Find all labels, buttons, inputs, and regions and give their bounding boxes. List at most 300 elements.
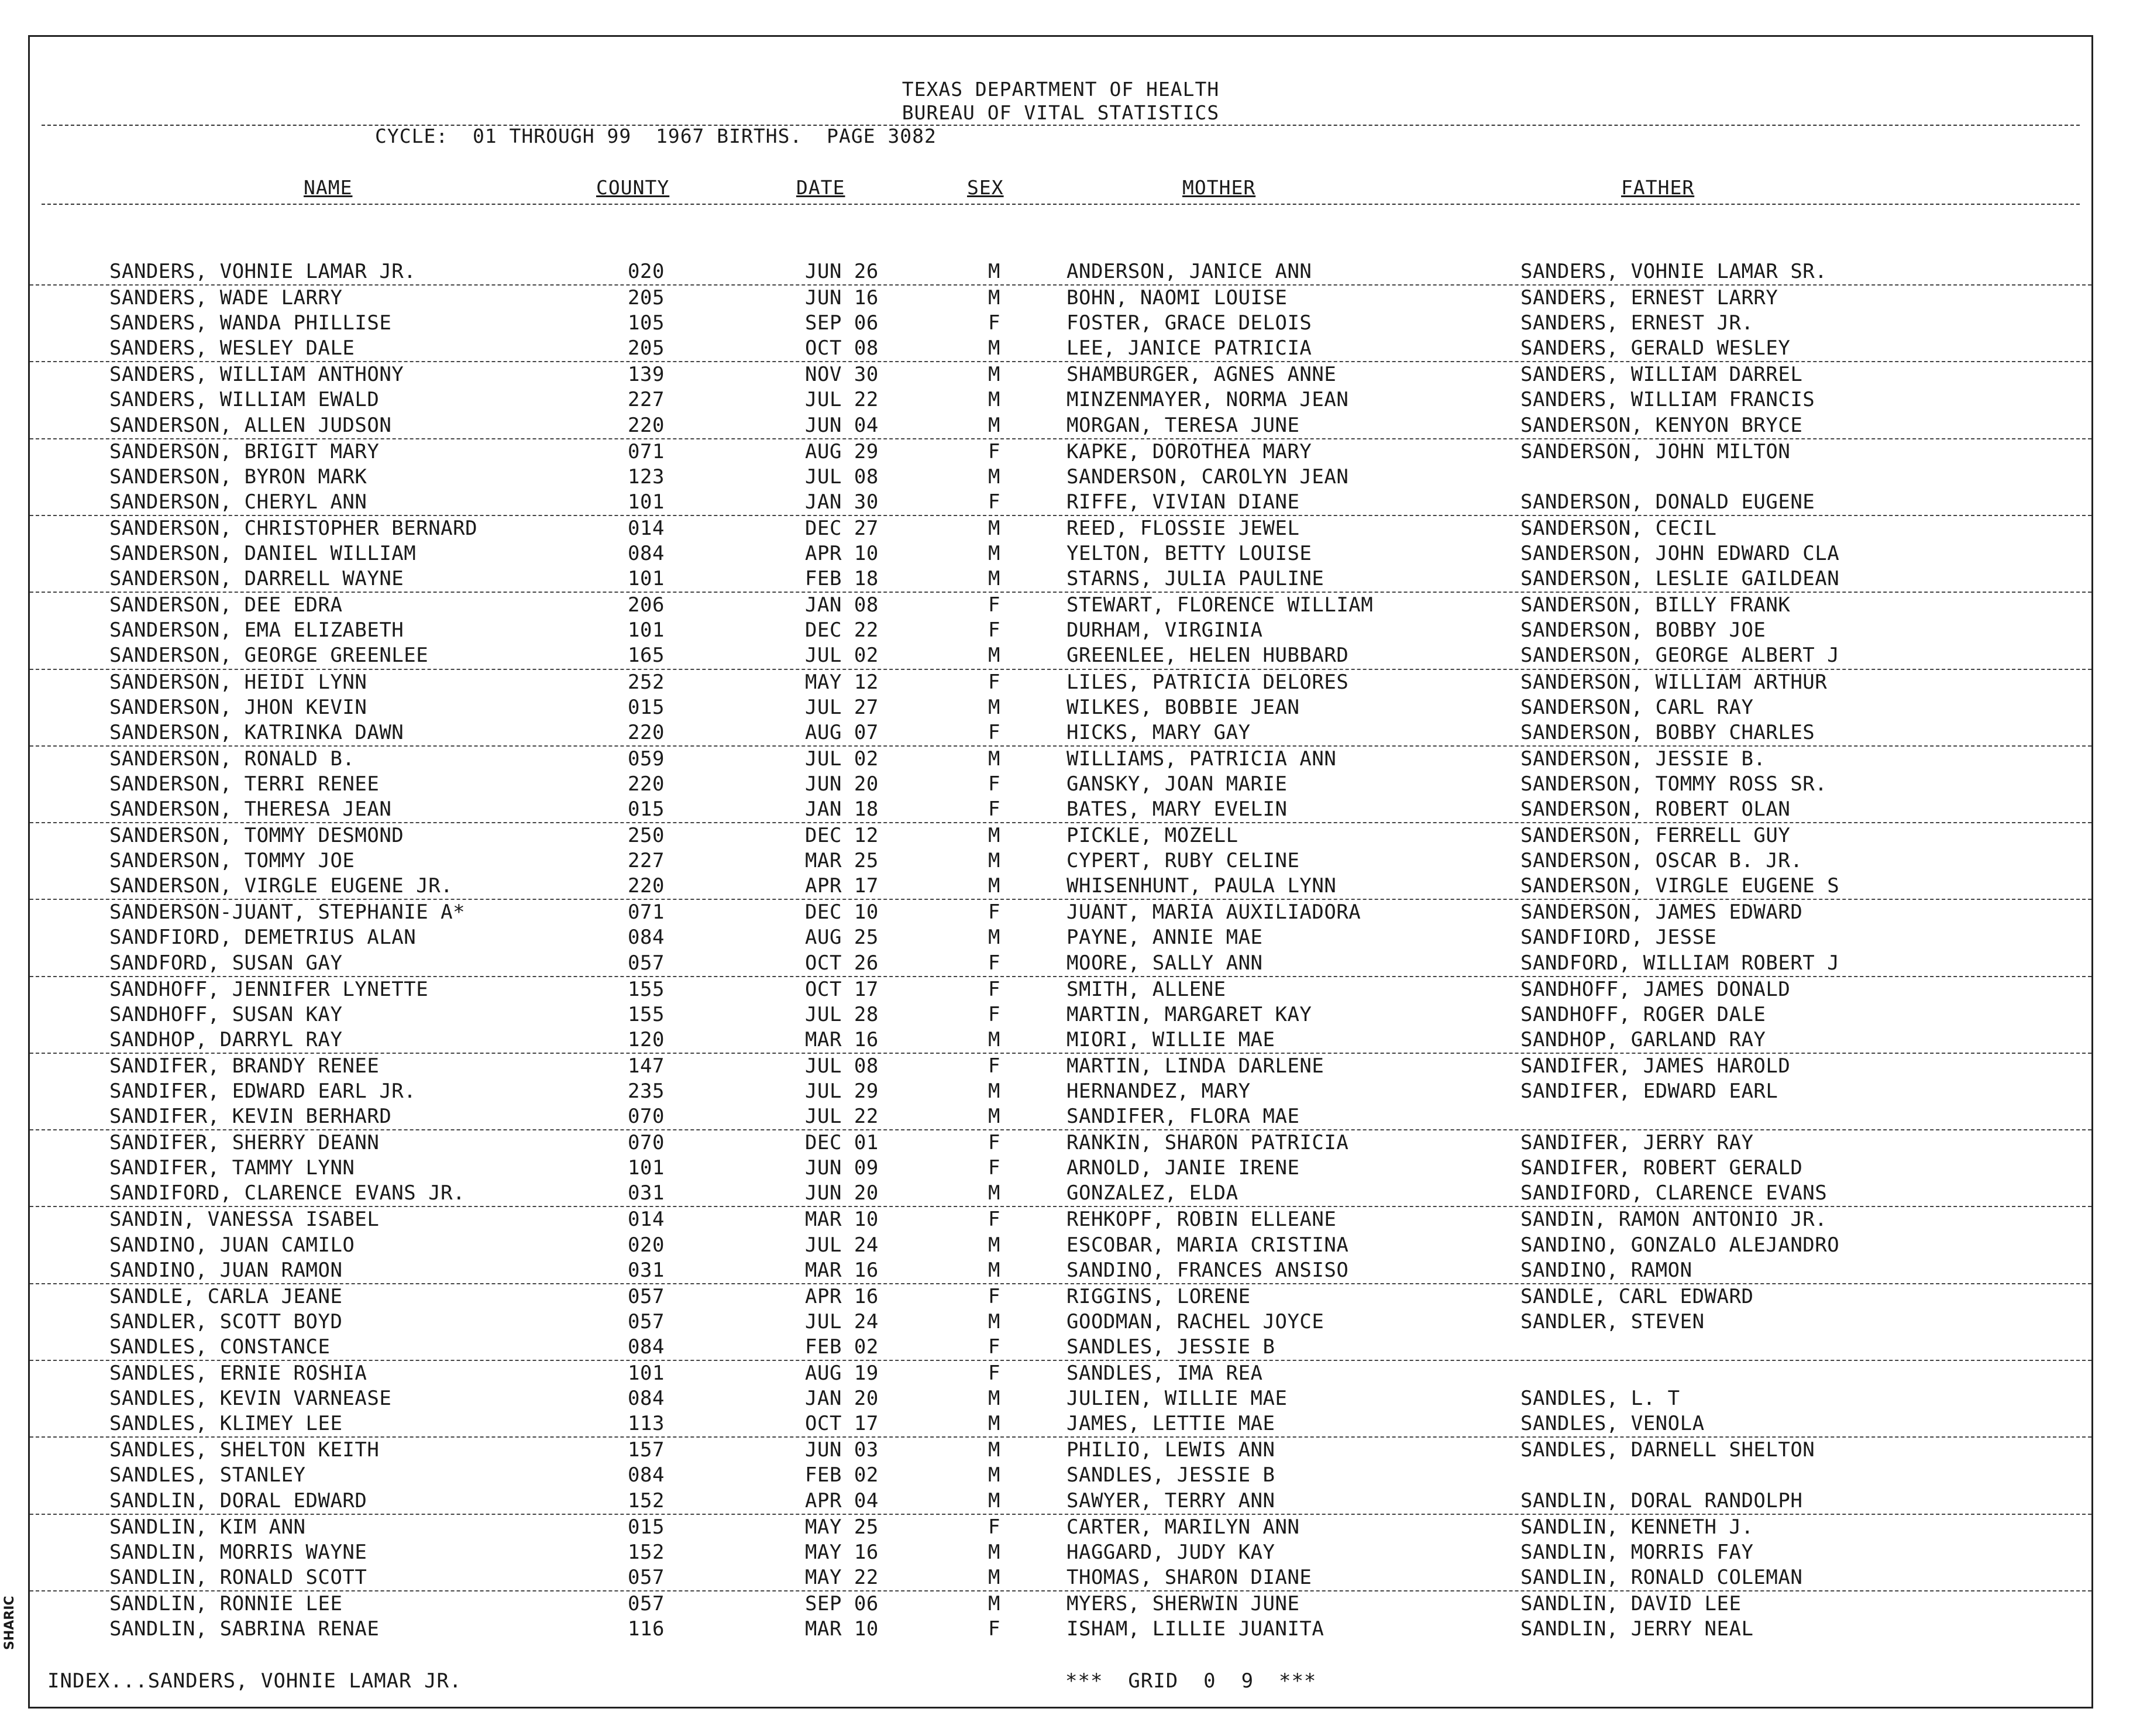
record-father: SANDLES, VENOLA xyxy=(1520,1412,1705,1436)
record-father: SANDERSON, KENYON BRYCE xyxy=(1520,413,1803,437)
record-row xyxy=(30,465,2091,490)
record-father: SANDERSON, JAMES EDWARD xyxy=(1520,900,1803,924)
record-mother: SANDLES, IMA REA xyxy=(1066,1362,1263,1386)
record-mother: MYERS, SHERWIN JUNE xyxy=(1066,1591,1300,1615)
record-date: JAN 08 xyxy=(805,593,879,617)
record-row xyxy=(30,259,2091,286)
record-mother: STEWART, FLORENCE WILLIAM xyxy=(1066,593,1374,617)
record-row xyxy=(30,413,2091,439)
record-sex: F xyxy=(988,772,1000,796)
record-sex: M xyxy=(988,1412,1000,1436)
record-row xyxy=(30,1207,2091,1232)
record-mother: SANDINO, FRANCES ANSISO xyxy=(1066,1258,1349,1282)
record-name: SANDLIN, RONNIE LEE xyxy=(109,1591,343,1615)
record-name: SANDERSON, THERESA JEAN xyxy=(109,797,392,821)
record-row xyxy=(30,874,2091,900)
record-name: SANDLES, ERNIE ROSHIA xyxy=(109,1362,367,1386)
record-row xyxy=(30,439,2091,465)
record-date: JUL 24 xyxy=(805,1309,879,1333)
record-row xyxy=(30,1617,2091,1642)
record-mother: SHAMBURGER, AGNES ANNE xyxy=(1066,363,1337,387)
record-row xyxy=(30,566,2091,593)
record-father: SANDLIN, KENNETH J. xyxy=(1520,1515,1754,1539)
record-row xyxy=(30,1104,2091,1130)
record-name: SANDINO, JUAN RAMON xyxy=(109,1258,343,1282)
record-county: 220 xyxy=(628,413,665,437)
record-father: SANDERS, WILLIAM FRANCIS xyxy=(1520,388,1815,412)
record-sex: M xyxy=(988,1309,1000,1333)
record-county: 250 xyxy=(628,824,665,848)
record-father: SANDFORD, WILLIAM ROBERT J xyxy=(1520,951,1840,975)
record-mother: WILLIAMS, PATRICIA ANN xyxy=(1066,747,1337,771)
record-sex: M xyxy=(988,1105,1000,1129)
record-county: 070 xyxy=(628,1131,665,1155)
record-mother: SANDIFER, FLORA MAE xyxy=(1066,1105,1300,1129)
record-row xyxy=(30,951,2091,977)
record-date: JUL 02 xyxy=(805,644,879,668)
record-county: 015 xyxy=(628,695,665,719)
record-date: JUN 26 xyxy=(805,260,879,283)
record-father: SANDERSON, OSCAR B. JR. xyxy=(1520,849,1803,873)
record-sex: F xyxy=(988,490,1000,514)
record-row xyxy=(30,695,2091,720)
record-county: 057 xyxy=(628,1309,665,1333)
record-mother: PHILIO, LEWIS ANN xyxy=(1066,1438,1275,1462)
record-county: 020 xyxy=(628,260,665,283)
record-date: JUL 22 xyxy=(805,388,879,412)
record-county: 059 xyxy=(628,747,665,771)
record-sex: F xyxy=(988,1515,1000,1539)
record-name: SANDERS, WANDA PHILLISE xyxy=(109,311,392,335)
record-father: SANDHOFF, ROGER DALE xyxy=(1520,1002,1766,1026)
record-date: MAY 12 xyxy=(805,670,879,694)
record-county: 116 xyxy=(628,1617,665,1641)
record-date: MAY 16 xyxy=(805,1540,879,1564)
grid-footer: *** GRID 0 9 *** xyxy=(1065,1669,1317,1693)
record-date: JUL 28 xyxy=(805,1002,879,1026)
record-county: 057 xyxy=(628,951,665,975)
record-mother: MORGAN, TERESA JUNE xyxy=(1066,413,1300,437)
record-father: SANDERSON, WILLIAM ARTHUR xyxy=(1520,670,1828,694)
record-row xyxy=(30,490,2091,516)
bureau-title: BUREAU OF VITAL STATISTICS xyxy=(902,101,1220,124)
record-mother: BATES, MARY EVELIN xyxy=(1066,797,1288,821)
record-sex: F xyxy=(988,1362,1000,1386)
record-name: SANDIFER, SHERRY DEANN xyxy=(109,1131,380,1155)
side-label: SHARIC xyxy=(2,1596,17,1650)
record-date: FEB 18 xyxy=(805,567,879,591)
record-father: SANDERSON, CARL RAY xyxy=(1520,695,1754,719)
record-date: MAR 10 xyxy=(805,1617,879,1641)
record-row xyxy=(30,1233,2091,1258)
record-mother: LEE, JANICE PATRICIA xyxy=(1066,336,1312,360)
record-father: SANDERSON, VIRGLE EUGENE S xyxy=(1520,874,1840,898)
record-county: 220 xyxy=(628,772,665,796)
record-county: 101 xyxy=(628,490,665,514)
record-county: 101 xyxy=(628,567,665,591)
record-sex: M xyxy=(988,1080,1000,1103)
record-county: 101 xyxy=(628,1156,665,1180)
record-row xyxy=(30,1386,2091,1411)
record-date: AUG 29 xyxy=(805,439,879,463)
record-date: OCT 17 xyxy=(805,1412,879,1436)
record-father: SANDLIN, MORRIS FAY xyxy=(1520,1540,1754,1564)
record-row xyxy=(30,1027,2091,1054)
record-date: AUG 25 xyxy=(805,926,879,950)
record-row xyxy=(30,1463,2091,1488)
record-row xyxy=(30,1309,2091,1335)
record-county: 057 xyxy=(628,1284,665,1308)
record-father: SANDLIN, DAVID LEE xyxy=(1520,1591,1742,1615)
record-mother: SANDERSON, CAROLYN JEAN xyxy=(1066,465,1349,489)
record-row xyxy=(30,1361,2091,1386)
record-row xyxy=(30,1565,2091,1591)
record-sex: F xyxy=(988,1156,1000,1180)
record-sex: F xyxy=(988,1335,1000,1359)
record-mother: GANSKY, JOAN MARIE xyxy=(1066,772,1288,796)
record-date: JAN 20 xyxy=(805,1387,879,1411)
record-sex: M xyxy=(988,388,1000,412)
record-mother: BOHN, NAOMI LOUISE xyxy=(1066,286,1288,310)
record-name: SANDERSON, CHERYL ANN xyxy=(109,490,367,514)
record-county: 057 xyxy=(628,1565,665,1589)
record-row xyxy=(30,336,2091,362)
record-sex: M xyxy=(988,1591,1000,1615)
record-date: DEC 22 xyxy=(805,618,879,642)
record-date: MAR 16 xyxy=(805,1027,879,1051)
record-date: JUL 08 xyxy=(805,1054,879,1078)
record-father: SANDLES, DARNELL SHELTON xyxy=(1520,1438,1815,1462)
record-date: MAR 16 xyxy=(805,1258,879,1282)
record-county: 015 xyxy=(628,797,665,821)
record-name: SANDERSON, BYRON MARK xyxy=(109,465,367,489)
department-title: TEXAS DEPARTMENT OF HEALTH xyxy=(902,78,1220,101)
record-date: MAR 25 xyxy=(805,849,879,873)
record-father: SANDERS, WILLIAM DARREL xyxy=(1520,363,1803,387)
record-sex: F xyxy=(988,1617,1000,1641)
record-name: SANDLIN, RONALD SCOTT xyxy=(109,1565,367,1589)
record-name: SANDERSON, DANIEL WILLIAM xyxy=(109,542,417,566)
record-father: SANDERSON, JESSIE B. xyxy=(1520,747,1766,771)
record-row xyxy=(30,1335,2091,1361)
record-mother: THOMAS, SHARON DIANE xyxy=(1066,1565,1312,1589)
record-mother: GOODMAN, RACHEL JOYCE xyxy=(1066,1309,1324,1333)
record-name: SANDLIN, DORAL EDWARD xyxy=(109,1489,367,1512)
record-date: OCT 08 xyxy=(805,336,879,360)
record-sex: M xyxy=(988,542,1000,566)
record-county: 014 xyxy=(628,516,665,540)
record-father: SANDLIN, JERRY NEAL xyxy=(1520,1617,1754,1641)
record-row xyxy=(30,1540,2091,1565)
record-name: SANDIFER, KEVIN BERHARD xyxy=(109,1105,392,1129)
record-father: SANDIFORD, CLARENCE EVANS xyxy=(1520,1181,1828,1205)
record-row xyxy=(30,925,2091,950)
record-county: 101 xyxy=(628,1362,665,1386)
record-name: SANDLES, KLIMEY LEE xyxy=(109,1412,343,1436)
record-mother: WHISENHUNT, PAULA LYNN xyxy=(1066,874,1337,898)
record-father: SANDHOP, GARLAND RAY xyxy=(1520,1027,1766,1051)
record-mother: SANDLES, JESSIE B xyxy=(1066,1463,1275,1487)
record-county: 252 xyxy=(628,670,665,694)
record-county: 152 xyxy=(628,1489,665,1512)
record-father: SANDFIORD, JESSE xyxy=(1520,926,1717,950)
record-county: 165 xyxy=(628,644,665,668)
record-sex: M xyxy=(988,1489,1000,1512)
record-father: SANDLIN, DORAL RANDOLPH xyxy=(1520,1489,1803,1512)
record-father: SANDERS, GERALD WESLEY xyxy=(1520,336,1791,360)
record-county: 220 xyxy=(628,874,665,898)
record-row xyxy=(30,362,2091,387)
record-sex: F xyxy=(988,1054,1000,1078)
record-sex: M xyxy=(988,465,1000,489)
record-row xyxy=(30,848,2091,874)
record-name: SANDERSON, HEIDI LYNN xyxy=(109,670,367,694)
record-sex: M xyxy=(988,413,1000,437)
record-county: 157 xyxy=(628,1438,665,1462)
record-row xyxy=(30,618,2091,643)
record-sex: F xyxy=(988,1002,1000,1026)
record-sex: M xyxy=(988,363,1000,387)
record-name: SANDHOFF, SUSAN KAY xyxy=(109,1002,343,1026)
record-father: SANDIFER, JAMES HAROLD xyxy=(1520,1054,1791,1078)
record-sex: M xyxy=(988,874,1000,898)
record-county: 071 xyxy=(628,439,665,463)
record-sex: M xyxy=(988,1438,1000,1462)
record-father: SANDERSON, ROBERT OLAN xyxy=(1520,797,1791,821)
record-date: DEC 10 xyxy=(805,900,879,924)
record-row xyxy=(30,1156,2091,1181)
record-mother: PICKLE, MOZELL xyxy=(1066,824,1238,848)
record-county: 070 xyxy=(628,1105,665,1129)
record-name: SANDERS, VOHNIE LAMAR JR. xyxy=(109,260,417,283)
record-row xyxy=(30,977,2091,1002)
record-date: JUL 02 xyxy=(805,747,879,771)
record-row xyxy=(30,1258,2091,1284)
record-row xyxy=(30,1489,2091,1515)
record-mother: MARTIN, LINDA DARLENE xyxy=(1066,1054,1324,1078)
record-name: SANDLES, SHELTON KEITH xyxy=(109,1438,380,1462)
record-father: SANDERSON, CECIL xyxy=(1520,516,1717,540)
record-date: DEC 27 xyxy=(805,516,879,540)
record-county: 139 xyxy=(628,363,665,387)
record-mother: ARNOLD, JANIE IRENE xyxy=(1066,1156,1300,1180)
record-sex: M xyxy=(988,286,1000,310)
record-sex: M xyxy=(988,516,1000,540)
record-county: 015 xyxy=(628,1515,665,1539)
record-county: 084 xyxy=(628,926,665,950)
record-row xyxy=(30,1181,2091,1207)
record-sex: F xyxy=(988,618,1000,642)
record-mother: DURHAM, VIRGINIA xyxy=(1066,618,1263,642)
record-name: SANDFIORD, DEMETRIUS ALAN xyxy=(109,926,417,950)
records-list xyxy=(30,259,2091,1642)
record-sex: F xyxy=(988,797,1000,821)
record-father: SANDINO, GONZALO ALEJANDRO xyxy=(1520,1233,1840,1257)
record-date: JUL 22 xyxy=(805,1105,879,1129)
record-father: SANDERSON, FERRELL GUY xyxy=(1520,824,1791,848)
record-date: DEC 01 xyxy=(805,1131,879,1155)
record-date: FEB 02 xyxy=(805,1463,879,1487)
column-header-rule xyxy=(42,204,2080,205)
record-sex: M xyxy=(988,1540,1000,1564)
record-mother: MIORI, WILLIE MAE xyxy=(1066,1027,1275,1051)
record-date: DEC 12 xyxy=(805,824,879,848)
record-mother: SMITH, ALLENE xyxy=(1066,977,1226,1001)
record-date: APR 17 xyxy=(805,874,879,898)
record-row xyxy=(30,1438,2091,1463)
record-date: OCT 26 xyxy=(805,951,879,975)
record-county: 206 xyxy=(628,593,665,617)
record-row xyxy=(30,1515,2091,1540)
column-header-county: COUNTY xyxy=(596,176,670,199)
record-father: SANDHOFF, JAMES DONALD xyxy=(1520,977,1791,1001)
record-row xyxy=(30,1284,2091,1309)
record-name: SANDERSON, EMA ELIZABETH xyxy=(109,618,404,642)
record-date: OCT 17 xyxy=(805,977,879,1001)
record-date: APR 16 xyxy=(805,1284,879,1308)
record-mother: GREENLEE, HELEN HUBBARD xyxy=(1066,644,1349,668)
record-sex: F xyxy=(988,977,1000,1001)
record-mother: MARTIN, MARGARET KAY xyxy=(1066,1002,1312,1026)
record-row xyxy=(30,1002,2091,1027)
record-county: 155 xyxy=(628,977,665,1001)
record-date: FEB 02 xyxy=(805,1335,879,1359)
record-mother: HERNANDEZ, MARY xyxy=(1066,1080,1251,1103)
record-name: SANDERSON, TOMMY JOE xyxy=(109,849,355,873)
record-county: 147 xyxy=(628,1054,665,1078)
record-mother: JULIEN, WILLIE MAE xyxy=(1066,1387,1288,1411)
record-county: 227 xyxy=(628,388,665,412)
record-date: JUN 16 xyxy=(805,286,879,310)
record-row xyxy=(30,670,2091,695)
record-county: 120 xyxy=(628,1027,665,1051)
record-county: 205 xyxy=(628,286,665,310)
record-name: SANDIFER, BRANDY RENEE xyxy=(109,1054,380,1078)
record-mother: CYPERT, RUBY CELINE xyxy=(1066,849,1300,873)
record-county: 031 xyxy=(628,1258,665,1282)
record-sex: M xyxy=(988,1181,1000,1205)
record-sex: M xyxy=(988,1387,1000,1411)
record-mother: RIFFE, VIVIAN DIANE xyxy=(1066,490,1300,514)
record-mother: ISHAM, LILLIE JUANITA xyxy=(1066,1617,1324,1641)
record-father: SANDERS, ERNEST LARRY xyxy=(1520,286,1778,310)
record-county: 113 xyxy=(628,1412,665,1436)
column-header-date: DATE xyxy=(796,176,845,199)
index-footer: INDEX...SANDERS, VOHNIE LAMAR JR. xyxy=(47,1669,462,1693)
record-sex: F xyxy=(988,593,1000,617)
record-date: AUG 19 xyxy=(805,1362,879,1386)
record-sex: F xyxy=(988,951,1000,975)
record-name: SANDERSON, RONALD B. xyxy=(109,747,355,771)
cycle-line: CYCLE: 01 THROUGH 99 1967 BIRTHS. PAGE 3082 xyxy=(375,125,937,147)
record-sex: M xyxy=(988,1233,1000,1257)
record-sex: F xyxy=(988,311,1000,335)
record-sex: F xyxy=(988,670,1000,694)
record-mother: KAPKE, DOROTHEA MARY xyxy=(1066,439,1312,463)
record-county: 020 xyxy=(628,1233,665,1257)
record-sex: F xyxy=(988,720,1000,744)
record-row xyxy=(30,772,2091,797)
record-name: SANDIFER, EDWARD EARL JR. xyxy=(109,1080,417,1103)
record-name: SANDLIN, KIM ANN xyxy=(109,1515,306,1539)
record-name: SANDERS, WILLIAM EWALD xyxy=(109,388,380,412)
record-row xyxy=(30,720,2091,747)
record-county: 014 xyxy=(628,1208,665,1232)
record-sex: F xyxy=(988,1131,1000,1155)
record-father: SANDERS, VOHNIE LAMAR SR. xyxy=(1520,260,1828,283)
record-name: SANDERSON, TOMMY DESMOND xyxy=(109,824,404,848)
record-name: SANDIFER, TAMMY LYNN xyxy=(109,1156,355,1180)
record-sex: F xyxy=(988,1208,1000,1232)
record-county: 152 xyxy=(628,1540,665,1564)
record-sex: M xyxy=(988,260,1000,283)
record-sex: F xyxy=(988,1284,1000,1308)
record-sex: M xyxy=(988,336,1000,360)
record-father: SANDERSON, DONALD EUGENE xyxy=(1520,490,1815,514)
record-county: 071 xyxy=(628,900,665,924)
record-mother: GONZALEZ, ELDA xyxy=(1066,1181,1238,1205)
record-name: SANDERSON-JUANT, STEPHANIE A* xyxy=(109,900,466,924)
record-name: SANDERSON, VIRGLE EUGENE JR. xyxy=(109,874,453,898)
record-mother: HAGGARD, JUDY KAY xyxy=(1066,1540,1275,1564)
record-county: 220 xyxy=(628,720,665,744)
record-row xyxy=(30,541,2091,566)
record-mother: JAMES, LETTIE MAE xyxy=(1066,1412,1275,1436)
column-header-sex: SEX xyxy=(967,176,1004,199)
record-mother: MOORE, SALLY ANN xyxy=(1066,951,1263,975)
record-date: SEP 06 xyxy=(805,1591,879,1615)
column-header-name: NAME xyxy=(304,176,353,199)
document-frame xyxy=(28,35,2093,1709)
record-date: SEP 06 xyxy=(805,311,879,335)
record-mother: PAYNE, ANNIE MAE xyxy=(1066,926,1263,950)
record-date: APR 04 xyxy=(805,1489,879,1512)
record-name: SANDERS, WADE LARRY xyxy=(109,286,343,310)
record-father: SANDIFER, EDWARD EARL xyxy=(1520,1080,1778,1103)
record-sex: M xyxy=(988,644,1000,668)
record-row xyxy=(30,747,2091,772)
record-name: SANDERSON, BRIGIT MARY xyxy=(109,439,380,463)
record-father: SANDERSON, JOHN EDWARD CLA xyxy=(1520,542,1840,566)
record-date: JUN 04 xyxy=(805,413,879,437)
record-county: 105 xyxy=(628,311,665,335)
record-mother: LILES, PATRICIA DELORES xyxy=(1066,670,1349,694)
record-name: SANDERSON, KATRINKA DAWN xyxy=(109,720,404,744)
record-name: SANDHOP, DARRYL RAY xyxy=(109,1027,343,1051)
record-date: NOV 30 xyxy=(805,363,879,387)
record-name: SANDFORD, SUSAN GAY xyxy=(109,951,343,975)
record-sex: M xyxy=(988,567,1000,591)
record-mother: SAWYER, TERRY ANN xyxy=(1066,1489,1275,1512)
record-name: SANDERSON, DEE EDRA xyxy=(109,593,343,617)
record-name: SANDLES, CONSTANCE xyxy=(109,1335,331,1359)
record-county: 227 xyxy=(628,849,665,873)
record-date: MAY 22 xyxy=(805,1565,879,1589)
record-name: SANDERSON, TERRI RENEE xyxy=(109,772,380,796)
header-rule xyxy=(42,125,2080,126)
record-father: SANDIN, RAMON ANTONIO JR. xyxy=(1520,1208,1828,1232)
record-date: JUN 03 xyxy=(805,1438,879,1462)
record-county: 084 xyxy=(628,1463,665,1487)
record-date: JUL 24 xyxy=(805,1233,879,1257)
record-sex: M xyxy=(988,747,1000,771)
record-county: 101 xyxy=(628,618,665,642)
record-row xyxy=(30,387,2091,412)
record-mother: CARTER, MARILYN ANN xyxy=(1066,1515,1300,1539)
record-mother: MINZENMAYER, NORMA JEAN xyxy=(1066,388,1349,412)
record-row xyxy=(30,1130,2091,1156)
record-name: SANDIN, VANESSA ISABEL xyxy=(109,1208,380,1232)
